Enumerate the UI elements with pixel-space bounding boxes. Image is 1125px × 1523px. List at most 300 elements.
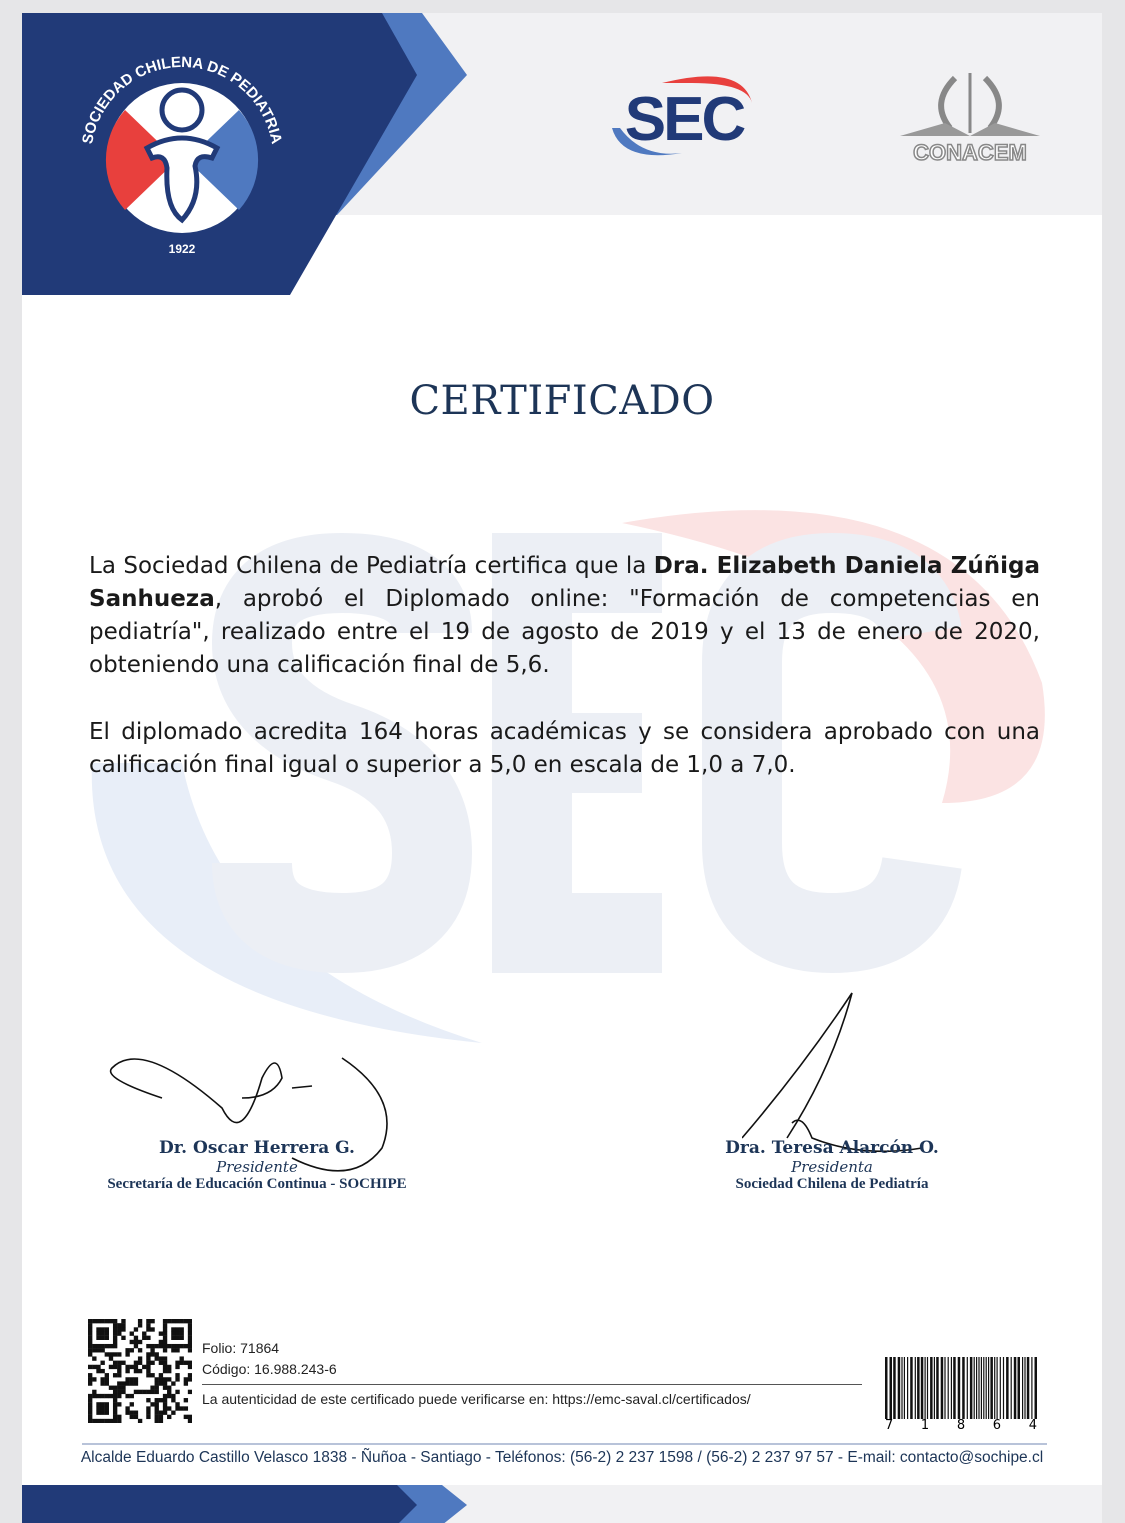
sec-logo	[602, 68, 762, 158]
qr-module	[100, 1381, 104, 1385]
qr-module	[155, 1419, 159, 1423]
qr-module	[163, 1386, 167, 1390]
qr-module	[125, 1411, 129, 1415]
qr-module	[117, 1373, 121, 1377]
qr-module	[138, 1419, 142, 1423]
qr-module	[163, 1340, 167, 1344]
qr-module	[188, 1361, 192, 1365]
qr-module	[134, 1340, 138, 1344]
qr-module	[171, 1336, 175, 1340]
qr-module	[171, 1411, 175, 1415]
qr-module	[138, 1323, 142, 1327]
qr-module	[88, 1352, 92, 1356]
qr-module	[184, 1319, 188, 1323]
qr-module	[146, 1398, 150, 1402]
qr-module	[121, 1361, 125, 1365]
qr-module	[117, 1381, 121, 1385]
qr-module	[163, 1331, 167, 1335]
qr-module	[105, 1381, 109, 1385]
qr-module	[167, 1369, 171, 1373]
qr-module	[175, 1344, 179, 1348]
qr-module	[125, 1352, 129, 1356]
qr-module	[88, 1319, 92, 1323]
qr-module	[92, 1394, 96, 1398]
qr-module	[121, 1381, 125, 1385]
qr-module	[100, 1336, 104, 1340]
qr-module	[171, 1344, 175, 1348]
qr-module	[134, 1361, 138, 1365]
qr-module	[117, 1369, 121, 1373]
qr-module	[155, 1352, 159, 1356]
conacem-logo-text: CONACEM	[913, 140, 1027, 163]
qr-module	[163, 1411, 167, 1415]
qr-module	[180, 1331, 184, 1335]
qr-module	[125, 1377, 129, 1381]
qr-module	[130, 1402, 134, 1406]
barcode-digit: 7	[885, 1418, 894, 1433]
logo-year: 1922	[168, 242, 196, 256]
qr-module	[159, 1361, 163, 1365]
qr-module	[163, 1369, 167, 1373]
qr-module	[188, 1327, 192, 1331]
qr-module	[175, 1402, 179, 1406]
qr-module	[105, 1319, 109, 1323]
qr-module	[113, 1344, 117, 1348]
qr-module	[130, 1394, 134, 1398]
qr-module	[163, 1327, 167, 1331]
qr-module	[130, 1415, 134, 1419]
qr-module	[134, 1344, 138, 1348]
qr-module	[92, 1348, 96, 1352]
qr-module	[105, 1352, 109, 1356]
qr-module	[117, 1386, 121, 1390]
certificate-paragraph-1	[89, 550, 1040, 682]
barcode-bar	[907, 1357, 908, 1419]
qr-module	[105, 1331, 109, 1335]
qr-module	[113, 1323, 117, 1327]
qr-module	[184, 1415, 188, 1419]
qr-module	[188, 1336, 192, 1340]
qr-module	[188, 1340, 192, 1344]
sec-logo-text: SEC	[624, 85, 744, 154]
qr-module	[150, 1319, 154, 1323]
qr-module	[175, 1373, 179, 1377]
qr-module	[146, 1373, 150, 1377]
qr-module	[146, 1361, 150, 1365]
logo-text: SOCIEDAD CHILENA DE PEDIATRIA	[79, 53, 285, 146]
qr-module	[163, 1361, 167, 1365]
recipient-name: Dra. Elizabeth Daniela Zúñiga Sanhueza	[89, 553, 1040, 612]
barcode-bar	[910, 1357, 913, 1419]
qr-module	[138, 1348, 142, 1352]
barcode-bar	[921, 1357, 924, 1419]
barcode-bar	[930, 1357, 933, 1419]
qr-module	[146, 1415, 150, 1419]
qr-module	[113, 1365, 117, 1369]
qr-module	[96, 1402, 100, 1406]
qr-module	[134, 1411, 138, 1415]
qr-module	[188, 1331, 192, 1335]
qr-module	[146, 1319, 150, 1323]
conacem-logo	[890, 68, 1050, 163]
barcode-bar	[941, 1357, 944, 1419]
qr-module	[88, 1340, 92, 1344]
barcode-bar	[974, 1357, 975, 1419]
qr-module	[134, 1365, 138, 1369]
qr-module	[100, 1419, 104, 1423]
qr-module	[184, 1381, 188, 1385]
qr-module	[96, 1365, 100, 1369]
qr-module	[109, 1394, 113, 1398]
qr-module	[113, 1352, 117, 1356]
qr-module	[167, 1415, 171, 1419]
qr-module	[100, 1411, 104, 1415]
qr-module	[88, 1327, 92, 1331]
qr-module	[100, 1327, 104, 1331]
barcode-bar	[915, 1357, 916, 1419]
qr-module	[105, 1377, 109, 1381]
barcode-bar	[978, 1357, 979, 1419]
qr-module	[125, 1369, 129, 1373]
qr-module	[138, 1369, 142, 1373]
qr-module	[100, 1369, 104, 1373]
qr-module	[188, 1419, 192, 1423]
qr-module	[146, 1369, 150, 1373]
qr-module	[92, 1319, 96, 1323]
qr-module	[159, 1415, 163, 1419]
qr-module	[155, 1356, 159, 1360]
qr-module	[109, 1319, 113, 1323]
qr-module	[100, 1402, 104, 1406]
qr-module	[96, 1394, 100, 1398]
qr-module	[175, 1331, 179, 1335]
qr-module	[159, 1340, 163, 1344]
qr-module	[146, 1365, 150, 1369]
certificate-page	[22, 13, 1102, 1523]
qr-module	[117, 1415, 121, 1419]
qr-module	[138, 1390, 142, 1394]
barcode-digit: 4	[1028, 1418, 1037, 1433]
qr-module	[159, 1411, 163, 1415]
qr-module	[134, 1327, 138, 1331]
qr-module	[163, 1319, 167, 1323]
qr-module	[146, 1323, 150, 1327]
barcode-bar	[893, 1357, 896, 1419]
qr-module	[113, 1394, 117, 1398]
barcode-bar	[1022, 1357, 1023, 1419]
qr-module	[109, 1352, 113, 1356]
qr-module	[150, 1386, 154, 1390]
qr-module	[105, 1373, 109, 1377]
qr-module	[100, 1331, 104, 1335]
qr-module	[88, 1365, 92, 1369]
qr-module	[105, 1327, 109, 1331]
footer-divider	[82, 1443, 1047, 1445]
barcode-bar	[917, 1357, 920, 1419]
qr-module	[100, 1344, 104, 1348]
qr-module	[105, 1402, 109, 1406]
qr-module	[184, 1398, 188, 1402]
qr-module	[117, 1331, 121, 1335]
qr-module	[96, 1369, 100, 1373]
qr-module	[155, 1402, 159, 1406]
qr-module	[88, 1344, 92, 1348]
qr-module	[184, 1344, 188, 1348]
barcode-bar	[1000, 1357, 1001, 1419]
qr-module	[184, 1377, 188, 1381]
signer-role: Presidenta	[791, 1158, 873, 1176]
qr-module	[92, 1344, 96, 1348]
qr-module	[175, 1319, 179, 1323]
barcode-bar	[1018, 1357, 1021, 1419]
qr-module	[163, 1398, 167, 1402]
qr-module	[92, 1356, 96, 1360]
qr-module	[138, 1340, 142, 1344]
qr-module	[146, 1352, 150, 1356]
qr-module	[96, 1336, 100, 1340]
qr-module	[121, 1323, 125, 1327]
qr-module	[88, 1377, 92, 1381]
qr-module	[92, 1390, 96, 1394]
qr-module	[159, 1373, 163, 1377]
barcode-bar	[988, 1357, 989, 1419]
qr-module	[125, 1365, 129, 1369]
qr-module	[100, 1406, 104, 1410]
barcode-bar	[904, 1357, 905, 1419]
qr-module	[96, 1327, 100, 1331]
barcode-bar	[976, 1357, 977, 1419]
qr-module	[117, 1365, 121, 1369]
qr-module	[155, 1344, 159, 1348]
qr-module	[96, 1406, 100, 1410]
qr-module	[96, 1419, 100, 1423]
qr-module	[163, 1365, 167, 1369]
qr-module	[167, 1344, 171, 1348]
qr-module	[130, 1411, 134, 1415]
qr-module	[175, 1406, 179, 1410]
qr-module	[167, 1406, 171, 1410]
qr-module	[117, 1323, 121, 1327]
qr-module	[134, 1369, 138, 1373]
qr-module	[96, 1411, 100, 1415]
qr-module	[125, 1406, 129, 1410]
qr-module	[180, 1361, 184, 1365]
qr-module	[150, 1373, 154, 1377]
qr-module	[188, 1377, 192, 1381]
verification-text: La autenticidad de este certificado puede verificarse en: https://emc-saval.cl/certificados/	[202, 1391, 751, 1407]
qr-module	[138, 1356, 142, 1360]
qr-module	[163, 1344, 167, 1348]
qr-module	[188, 1348, 192, 1352]
qr-module	[113, 1402, 117, 1406]
qr-module	[184, 1361, 188, 1365]
barcode-bar	[1024, 1357, 1025, 1419]
qr-module	[163, 1377, 167, 1381]
qr-module	[130, 1340, 134, 1344]
qr-module	[171, 1319, 175, 1323]
qr-module	[163, 1348, 167, 1352]
certificate-title: CERTIFICADO	[409, 378, 715, 424]
qr-module	[88, 1336, 92, 1340]
qr-module	[150, 1348, 154, 1352]
qr-module	[171, 1327, 175, 1331]
qr-module	[146, 1390, 150, 1394]
qr-module	[155, 1386, 159, 1390]
qr-module	[113, 1386, 117, 1390]
qr-module	[146, 1327, 150, 1331]
qr-module	[88, 1394, 92, 1398]
qr-module	[180, 1327, 184, 1331]
barcode-bar	[948, 1357, 949, 1419]
p1-text-a: La Sociedad Chilena de Pediatría certifica que la	[89, 553, 654, 579]
signer-org: Secretaría de Educación Continua - SOCHIPE	[107, 1176, 407, 1192]
qr-module	[113, 1340, 117, 1344]
qr-module	[134, 1415, 138, 1419]
qr-module	[113, 1406, 117, 1410]
p1-text-b: , aprobó el Diplomado online: "Formación de competencias en pediatría", realizado entre el 19 de agosto de 2019 y el 13 de enero de 2020, obteniendo una calificación final de 5,6.	[89, 586, 1040, 678]
divider	[202, 1384, 862, 1385]
qr-module	[175, 1361, 179, 1365]
barcode-bar	[936, 1357, 939, 1419]
qr-module	[163, 1394, 167, 1398]
qr-module	[105, 1336, 109, 1340]
barcode-digits	[885, 1418, 1037, 1433]
qr-module	[88, 1402, 92, 1406]
qr-module	[159, 1419, 163, 1423]
qr-module	[155, 1390, 159, 1394]
qr-module	[88, 1406, 92, 1410]
barcode-bar	[962, 1357, 965, 1419]
qr-module	[121, 1327, 125, 1331]
qr-module	[88, 1398, 92, 1402]
barcode-bar	[994, 1357, 995, 1419]
qr-module	[146, 1344, 150, 1348]
qr-module	[134, 1381, 138, 1385]
barcode-bar	[898, 1357, 901, 1419]
qr-module	[117, 1327, 121, 1331]
qr-module	[167, 1390, 171, 1394]
qr-module	[159, 1331, 163, 1335]
qr-module	[171, 1381, 175, 1385]
qr-module	[175, 1377, 179, 1381]
barcode-bar	[1006, 1357, 1009, 1419]
barcode	[885, 1357, 1037, 1419]
qr-module	[113, 1390, 117, 1394]
qr-module	[88, 1323, 92, 1327]
qr-module	[188, 1415, 192, 1419]
qr-module	[117, 1361, 121, 1365]
barcode-bar	[967, 1357, 968, 1419]
qr-module	[180, 1319, 184, 1323]
barcode-bar	[885, 1357, 888, 1419]
qr-module	[146, 1336, 150, 1340]
qr-module	[159, 1377, 163, 1381]
qr-module	[113, 1411, 117, 1415]
barcode-bar	[1035, 1357, 1038, 1419]
barcode-bar	[970, 1357, 973, 1419]
qr-module	[113, 1361, 117, 1365]
signer-name: Dr. Oscar Herrera G.	[159, 1138, 355, 1158]
barcode-bar	[953, 1357, 956, 1419]
qr-module	[134, 1336, 138, 1340]
qr-module	[121, 1386, 125, 1390]
qr-module	[159, 1344, 163, 1348]
qr-module	[167, 1319, 171, 1323]
qr-module	[113, 1336, 117, 1340]
qr-module	[113, 1398, 117, 1402]
qr-module	[130, 1381, 134, 1385]
qr-module	[109, 1365, 113, 1369]
qr-module	[96, 1344, 100, 1348]
qr-module	[142, 1336, 146, 1340]
qr-module	[100, 1319, 104, 1323]
barcode-bar	[927, 1357, 928, 1419]
qr-module	[113, 1373, 117, 1377]
qr-module	[105, 1344, 109, 1348]
qr-module	[117, 1390, 121, 1394]
signer-role: Presidente	[216, 1158, 298, 1176]
qr-module	[155, 1381, 159, 1385]
barcode-bar	[1027, 1357, 1030, 1419]
barcode-bar	[986, 1357, 987, 1419]
barcode-bar	[1003, 1357, 1004, 1419]
barcode-bar	[1011, 1357, 1012, 1419]
qr-module	[142, 1390, 146, 1394]
barcode-bar	[983, 1357, 984, 1419]
qr-module	[117, 1394, 121, 1398]
qr-module	[88, 1373, 92, 1377]
qr-module	[117, 1419, 121, 1423]
barcode-bar	[997, 1357, 998, 1419]
certificate-paragraph-2: El diplomado acredita 164 horas académicas y se considera aprobado con una calificación final igual o superior a 5,0 en escala de 1,0 a 7,0.	[89, 719, 1040, 778]
qr-module	[155, 1406, 159, 1410]
qr-module	[155, 1377, 159, 1381]
qr-code[interactable]	[88, 1319, 192, 1423]
qr-module	[188, 1373, 192, 1377]
barcode-bar	[1014, 1357, 1017, 1419]
qr-module	[146, 1406, 150, 1410]
qr-module	[175, 1348, 179, 1352]
barcode-bar	[901, 1357, 902, 1419]
qr-module	[88, 1381, 92, 1385]
qr-module	[180, 1356, 184, 1360]
signer-org: Sociedad Chilena de Pediatría	[735, 1176, 929, 1192]
qr-module	[100, 1394, 104, 1398]
qr-module	[100, 1377, 104, 1381]
qr-module	[105, 1406, 109, 1410]
qr-module	[113, 1415, 117, 1419]
barcode-bar	[934, 1357, 935, 1419]
qr-module	[134, 1377, 138, 1381]
qr-module	[117, 1352, 121, 1356]
qr-module	[121, 1336, 125, 1340]
qr-module	[134, 1390, 138, 1394]
qr-module	[163, 1406, 167, 1410]
qr-module	[150, 1327, 154, 1331]
qr-module	[175, 1365, 179, 1369]
qr-module	[121, 1319, 125, 1323]
qr-module	[100, 1348, 104, 1352]
qr-module	[150, 1390, 154, 1394]
barcode-bar	[890, 1357, 893, 1419]
qr-module	[96, 1331, 100, 1335]
codigo: Código: 16.988.243-6	[202, 1361, 337, 1377]
qr-module	[109, 1356, 113, 1360]
qr-module	[175, 1336, 179, 1340]
qr-module	[125, 1381, 129, 1385]
barcode-digit: 6	[992, 1418, 1002, 1433]
barcode-bar	[944, 1357, 945, 1419]
